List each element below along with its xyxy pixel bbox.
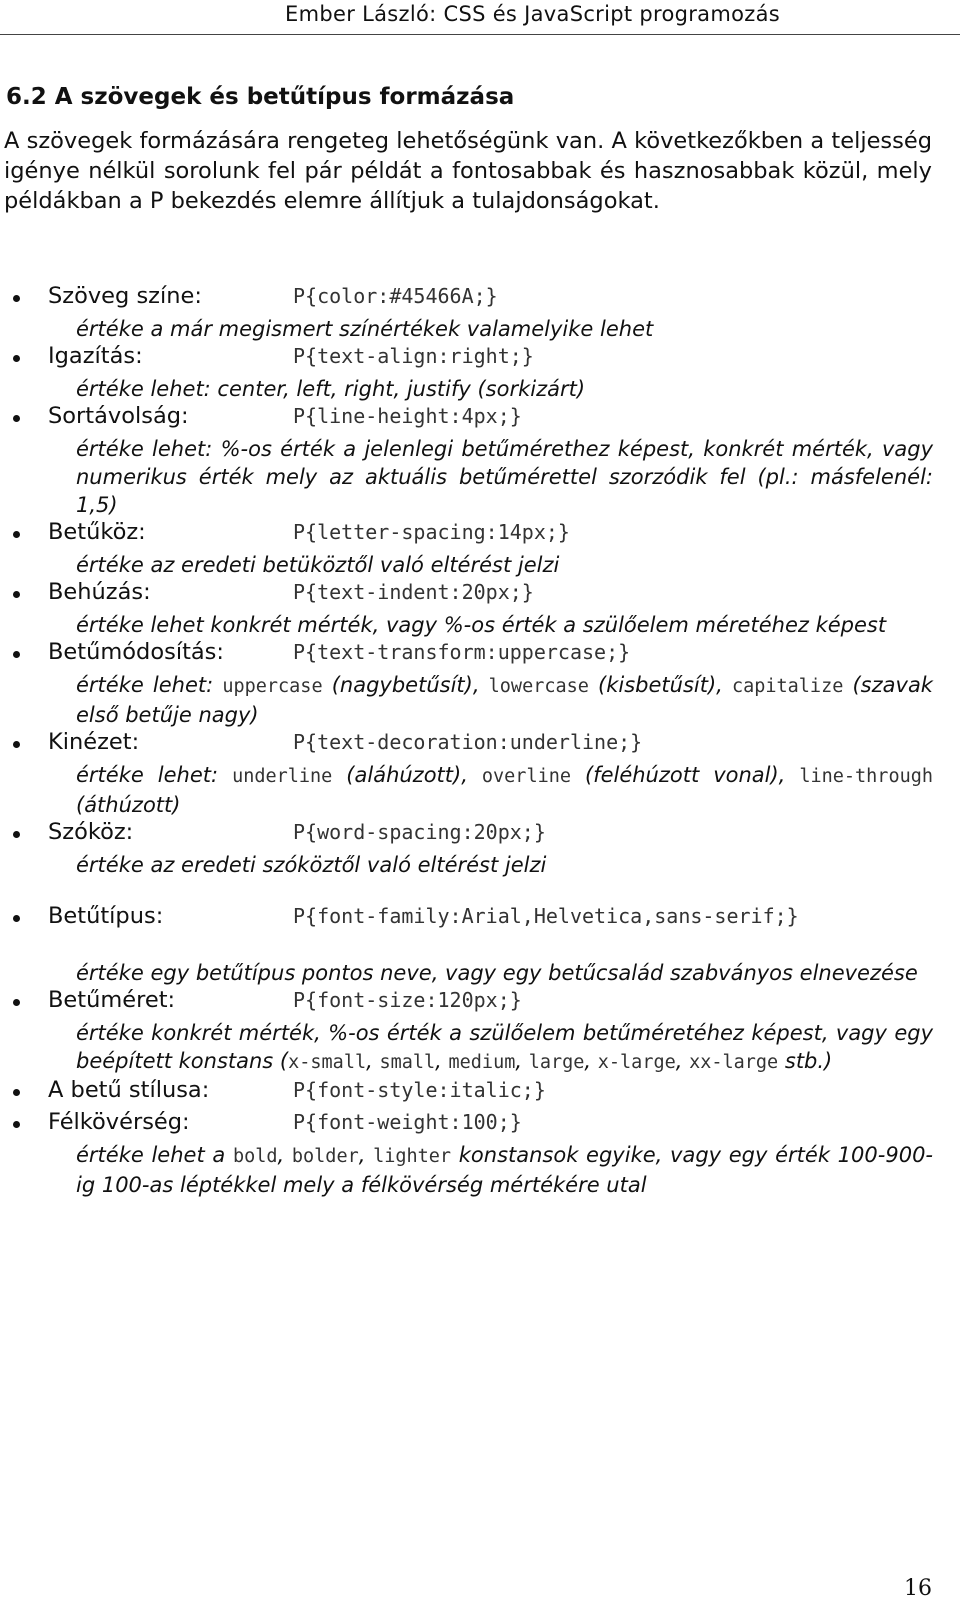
property-label: Betűtípus:: [48, 903, 164, 929]
property-item-word-spacing: [0, 819, 940, 879]
property-label: Betűméret:: [48, 987, 176, 1013]
property-label: Betűköz:: [48, 519, 146, 545]
property-label: Behúzás:: [48, 579, 151, 605]
property-code: P{font-family:Arial,Helvetica,sans-serif;}: [293, 904, 799, 928]
bullet-icon: [13, 355, 20, 362]
bullet-icon: [13, 1121, 20, 1128]
property-label: A betű stílusa:: [48, 1077, 210, 1103]
property-label: Betűmódosítás:: [48, 639, 224, 665]
property-item-font-style: [0, 1077, 940, 1109]
property-label: Igazítás:: [48, 343, 143, 369]
property-code: P{word-spacing:20px;}: [293, 820, 546, 844]
property-item-font-weight: [0, 1109, 940, 1199]
property-item-line-height: [0, 403, 940, 519]
constant-lighter: lighter: [373, 1146, 452, 1167]
constant-lowercase: lowercase: [488, 676, 589, 697]
constant-large: large: [528, 1052, 585, 1073]
property-description: értéke konkrét mérték, %-os érték a szülőelem betűméretéhez képest, vagy egy beépített konstans (x-small, small, medium, large, x-large, xx-large stb.): [76, 1021, 933, 1073]
property-label: Kinézet:: [48, 729, 140, 755]
property-description: értéke lehet: %-os érték a jelenlegi betűmérethez képest, konkrét mérték, vagy numerikus érték mely az aktuális betűmérettel szorzódik fel (pl.: másfelenél: 1,5): [76, 437, 933, 517]
bullet-icon: [13, 295, 20, 302]
property-description: értéke lehet: center, left, right, justify (sorkizárt): [76, 377, 586, 401]
property-label: Félkövérség:: [48, 1109, 190, 1135]
bullet-icon: [13, 415, 20, 422]
intro-paragraph: A szövegek formázására rengeteg lehetőségünk van. A következőkben a teljesség igénye nélkül sorolunk fel pár példát a fontosabbak és hasznosabbak közül, mely példákban a P bekezdés elemre állítjuk a tulajdonságokat.: [4, 128, 932, 214]
constant-bolder: bolder: [291, 1146, 359, 1167]
property-item-font-family: [0, 903, 940, 987]
constant-bold: bold: [232, 1146, 278, 1167]
constant-x-small: x-small: [288, 1052, 367, 1073]
property-code: P{color:#45466A;}: [293, 284, 498, 308]
bullet-icon: [13, 831, 20, 838]
section-heading: 6.2 A szövegek és betűtípus formázása: [6, 84, 515, 110]
property-label: Sortávolság:: [48, 403, 189, 429]
property-description: értéke egy betűtípus pontos neve, vagy egy betűcsalád szabványos elnevezése: [76, 961, 918, 985]
constant-line-through: line-through: [799, 766, 933, 787]
property-code: P{text-decoration:underline;}: [293, 730, 643, 754]
property-code: P{line-height:4px;}: [293, 404, 522, 428]
property-label: Szöveg színe:: [48, 283, 202, 309]
property-code: P{letter-spacing:14px;}: [293, 520, 570, 544]
constant-medium: medium: [448, 1052, 516, 1073]
property-item-text-align: [0, 343, 940, 403]
property-description: értéke lehet a bold, bolder, lighter konstansok egyike, vagy egy érték 100-900-ig 100-as léptékkel mely a félkövérség mértékére utal: [76, 1143, 934, 1197]
property-code: P{font-style:italic;}: [293, 1078, 546, 1102]
property-label: Szóköz:: [48, 819, 134, 845]
page-number: 16: [904, 1576, 932, 1601]
property-code: P{text-align:right;}: [293, 344, 534, 368]
bullet-icon: [13, 651, 20, 658]
bullet-icon: [13, 999, 20, 1006]
bullet-icon: [13, 741, 20, 748]
constant-underline: underline: [232, 766, 333, 787]
bullet-icon: [13, 915, 20, 922]
property-item-font-size: [0, 987, 940, 1077]
property-item-text-indent: [0, 579, 940, 639]
property-description: értéke az eredeti betüköztől való eltérést jelzi: [76, 553, 560, 577]
bullet-icon: [13, 591, 20, 598]
property-code: P{text-indent:20px;}: [293, 580, 534, 604]
constant-uppercase: uppercase: [222, 676, 323, 697]
header-title: Ember László: CSS és JavaScript programozás: [285, 2, 780, 26]
property-code: P{font-weight:100;}: [293, 1110, 522, 1134]
property-description: értéke az eredeti szóköztől való eltérést jelzi: [76, 853, 547, 877]
property-code: P{text-transform:uppercase;}: [293, 640, 631, 664]
property-description: értéke lehet: underline (aláhúzott), overline (feléhúzott vonal), line-through (áthúzott): [76, 763, 933, 817]
property-item-text-decoration: [0, 729, 940, 819]
property-description: értéke a már megismert színértékek valamelyike lehet: [76, 317, 654, 341]
constant-x-large: x-large: [597, 1052, 676, 1073]
property-code: P{font-size:120px;}: [293, 988, 522, 1012]
constant-capitalize: capitalize: [731, 676, 844, 697]
property-description: értéke lehet konkrét mérték, vagy %-os érték a szülőelem méretéhez képest: [76, 613, 887, 637]
page-header: [0, 0, 960, 35]
property-item-text-transform: [0, 639, 940, 729]
constant-overline: overline: [481, 766, 571, 787]
property-list: [0, 283, 940, 1199]
property-item-color: [0, 283, 940, 343]
property-item-letter-spacing: [0, 519, 940, 579]
constant-xx-large: xx-large: [689, 1052, 779, 1073]
constant-small: small: [379, 1052, 436, 1073]
bullet-icon: [13, 1089, 20, 1096]
bullet-icon: [13, 531, 20, 538]
property-description: értéke lehet: uppercase (nagybetűsít), lowercase (kisbetűsít), capitalize (szavak első betűje nagy): [76, 673, 933, 727]
